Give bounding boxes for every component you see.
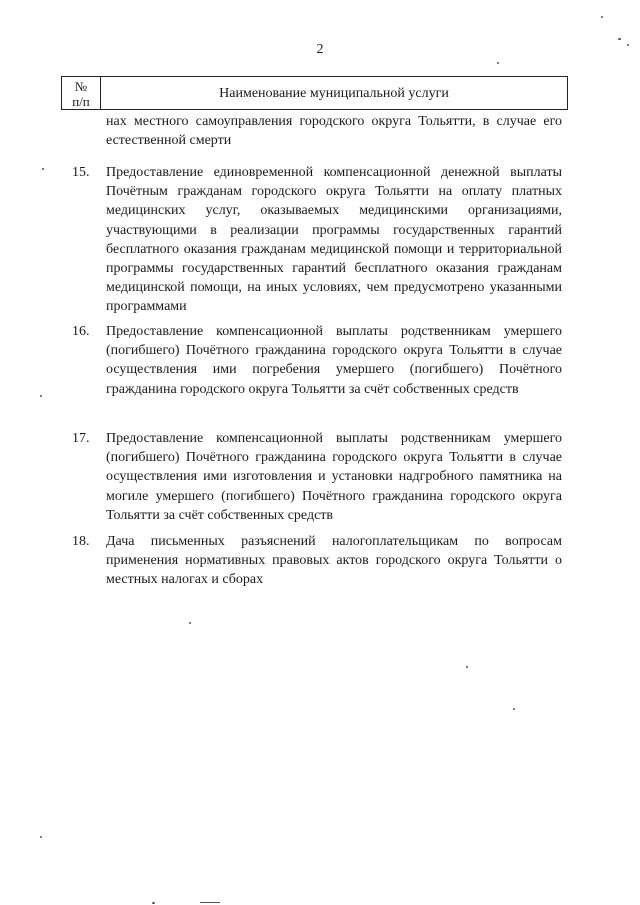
item-text: Предоставление единовременной компенсационной денежной выплаты Почётным гражданам городского округа Тольятти на оплату платных медицинских услуг, оказываемых медицинскими организациями, участвующими в реализации программы государственных гарантий бесплатного оказания гражданам медицинской помощи и территориальной программы государственных гарантий бесплатного оказания гражданам медицинской помощи, на иных условиях, чем предусмотрено указанными программами: [106, 165, 562, 315]
page-number: 2: [316, 42, 324, 57]
list-item: [72, 322, 562, 399]
continuation-text: нах местного самоуправления городского округа Тольятти, в случае его естественной смерти: [106, 114, 562, 148]
item-number: 15.: [72, 165, 90, 180]
scan-speck: [42, 168, 44, 170]
item-text: Предоставление компенсационной выплаты родственникам умершего (погибшего) Почётного гражданина городского округа Тольятти в случае осуществления ими погребения умершего (погибшего) Почётного гражданина городского округа Тольятти за счёт собственных средств: [106, 324, 562, 397]
table-header: [61, 76, 568, 110]
item-text: Дача письменных разъяснений налогоплательщикам по вопросам применения нормативных правовых актов городского округа Тольятти о местных налогах и сборах: [106, 534, 562, 588]
scan-speck: [497, 62, 499, 64]
header-number-column: [62, 77, 101, 109]
scan-speck: [618, 38, 621, 40]
item-number: 18.: [72, 534, 90, 549]
scan-speck: [152, 902, 155, 904]
scan-speck: [200, 902, 220, 903]
scan-speck: [513, 708, 515, 710]
scan-speck: [466, 666, 468, 668]
item-number: 16.: [72, 324, 90, 339]
list-item: [72, 429, 562, 525]
scan-speck: [601, 16, 603, 18]
list-item: [72, 532, 562, 590]
header-number-abbrev: п/п: [72, 94, 90, 109]
scan-speck: [189, 622, 191, 624]
scan-speck: [40, 395, 42, 397]
scan-speck: [627, 44, 629, 46]
item-number: 17.: [72, 431, 90, 446]
item-text: Предоставление компенсационной выплаты родственникам умершего (погибшего) Почётного гражданина городского округа Тольятти в случае осуществления ими изготовления и установки надгробного памятника на могиле умершего (погибшего) Почётного гражданина городского округа Тольятти за счёт собственных средств: [106, 431, 562, 523]
scan-speck: [40, 836, 42, 838]
header-service-name: Наименование муниципальной услуги: [219, 86, 449, 101]
list-item: [72, 163, 562, 317]
header-number-symbol: №: [74, 79, 88, 94]
